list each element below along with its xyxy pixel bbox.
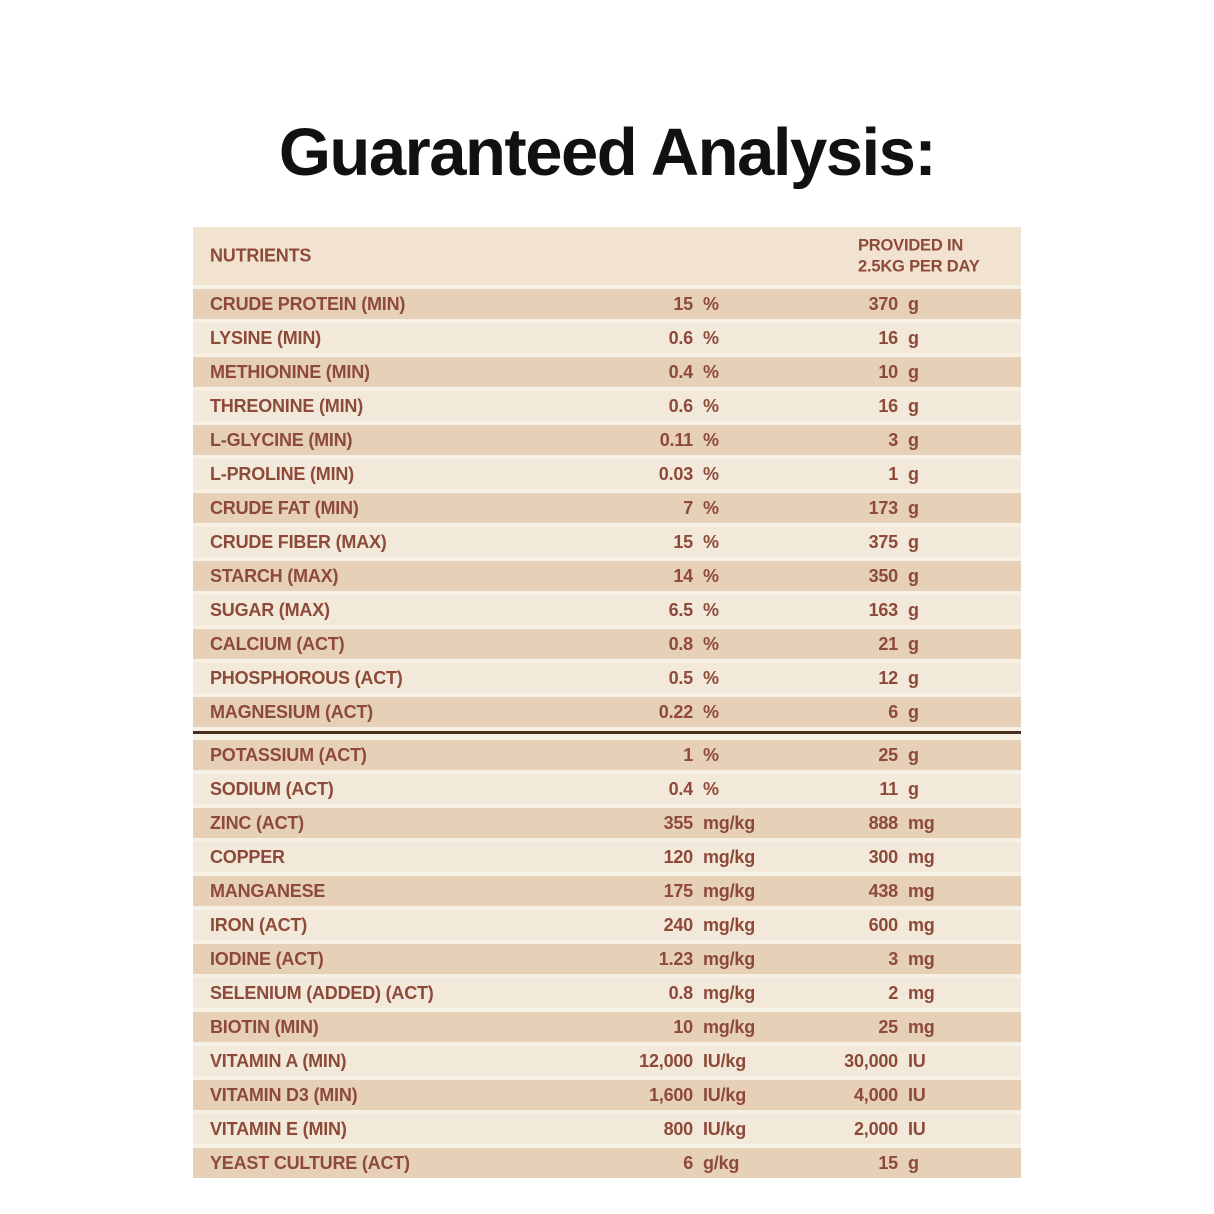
table-row <box>193 459 1021 489</box>
nutrient-unit: % <box>703 361 719 382</box>
nutrient-value: 15 <box>673 293 693 314</box>
provided-unit: g <box>908 701 919 722</box>
provided-unit: g <box>908 633 919 654</box>
provided-value: 173 <box>868 497 898 518</box>
provided-unit: mg <box>908 846 935 867</box>
provided-value: 2 <box>888 982 898 1003</box>
nutrient-unit: g/kg <box>703 1152 740 1173</box>
nutrient-value: 14 <box>673 565 693 586</box>
provided-value: 12 <box>878 667 898 688</box>
provided-unit: g <box>908 497 919 518</box>
nutrient-value: 0.8 <box>668 633 693 654</box>
table-row <box>193 876 1021 906</box>
nutrient-value: 6 <box>683 1152 693 1173</box>
nutrient-label: POTASSIUM (ACT) <box>210 744 367 765</box>
provided-unit: g <box>908 463 919 484</box>
provided-value: 25 <box>878 744 898 765</box>
nutrient-label: CRUDE FIBER (MAX) <box>210 531 387 552</box>
table-row <box>193 1148 1021 1178</box>
provided-value: 438 <box>868 880 898 901</box>
nutrient-label: METHIONINE (MIN) <box>210 361 370 382</box>
provided-value: 4,000 <box>853 1084 898 1105</box>
nutrient-label: BIOTIN (MIN) <box>210 1016 319 1037</box>
provided-value: 11 <box>879 778 898 799</box>
provided-unit: mg <box>908 948 935 969</box>
nutrient-unit: % <box>703 701 719 722</box>
nutrient-value: 1,600 <box>648 1084 693 1105</box>
nutrient-label: CRUDE PROTEIN (MIN) <box>210 293 406 314</box>
nutrient-label: MANGANESE <box>210 880 326 901</box>
nutrient-unit: % <box>703 744 719 765</box>
table-row <box>193 808 1021 838</box>
table-row <box>193 944 1021 974</box>
nutrient-label: SUGAR (MAX) <box>210 599 330 620</box>
section-divider <box>193 731 1021 734</box>
nutrient-label: ZINC (ACT) <box>210 812 304 833</box>
nutrient-unit: % <box>703 429 719 450</box>
provided-unit: mg <box>908 812 935 833</box>
nutrient-unit: mg/kg <box>703 880 756 901</box>
nutrient-value: 175 <box>663 880 693 901</box>
nutrient-label: L-GLYCINE (MIN) <box>210 429 353 450</box>
nutrient-unit: % <box>703 463 719 484</box>
nutrient-value: 0.5 <box>668 667 693 688</box>
nutrient-label: STARCH (MAX) <box>210 565 339 586</box>
table-row <box>193 391 1021 421</box>
nutrient-unit: % <box>703 599 719 620</box>
nutrient-label: IRON (ACT) <box>210 914 307 935</box>
provided-value: 888 <box>868 812 898 833</box>
nutrient-label: L-PROLINE (MIN) <box>210 463 354 484</box>
table-row <box>193 323 1021 353</box>
table-row <box>193 1114 1021 1144</box>
provided-value: 1 <box>888 463 898 484</box>
nutrient-label: LYSINE (MIN) <box>210 327 321 348</box>
header-nutrients: NUTRIENTS <box>210 245 312 266</box>
provided-value: 2,000 <box>853 1118 898 1139</box>
nutrient-label: VITAMIN E (MIN) <box>210 1118 347 1139</box>
nutrient-label: COPPER <box>210 846 285 867</box>
table-row <box>193 978 1021 1008</box>
header-provided <box>858 235 980 276</box>
provided-value: 375 <box>868 531 898 552</box>
nutrient-unit: mg/kg <box>703 914 756 935</box>
provided-value: 3 <box>888 429 898 450</box>
provided-value: 16 <box>878 327 898 348</box>
nutrient-unit: % <box>703 327 719 348</box>
table-row <box>193 910 1021 940</box>
nutrient-value: 120 <box>663 846 693 867</box>
nutrient-label: SELENIUM (ADDED) (ACT) <box>210 982 434 1003</box>
nutrient-value: 6.5 <box>668 599 693 620</box>
nutrient-value: 0.4 <box>668 361 693 382</box>
table-row <box>193 1080 1021 1110</box>
nutrient-value: 800 <box>663 1118 693 1139</box>
table-row <box>193 1046 1021 1076</box>
page-title: Guaranteed Analysis: <box>278 115 936 190</box>
nutrient-label: YEAST CULTURE (ACT) <box>210 1152 410 1173</box>
nutrient-unit: mg/kg <box>703 948 756 969</box>
nutrient-label: THREONINE (MIN) <box>210 395 363 416</box>
provided-unit: g <box>908 293 919 314</box>
nutrient-unit: IU/kg <box>703 1118 747 1139</box>
guaranteed-analysis-table <box>193 227 1021 1178</box>
nutrient-label: SODIUM (ACT) <box>210 778 334 799</box>
provided-value: 10 <box>878 361 898 382</box>
nutrient-unit: IU/kg <box>703 1084 747 1105</box>
nutrient-unit: % <box>703 667 719 688</box>
nutrient-value: 0.8 <box>668 982 693 1003</box>
nutrient-value: 15 <box>673 531 693 552</box>
provided-unit: IU <box>908 1118 926 1139</box>
provided-unit: g <box>908 744 919 765</box>
nutrient-unit: % <box>703 633 719 654</box>
provided-unit: g <box>908 565 919 586</box>
provided-unit: mg <box>908 982 935 1003</box>
provided-unit: mg <box>908 914 935 935</box>
nutrient-value: 0.6 <box>668 327 693 348</box>
provided-unit: g <box>908 327 919 348</box>
provided-value: 350 <box>868 565 898 586</box>
provided-unit: g <box>908 667 919 688</box>
provided-unit: g <box>908 531 919 552</box>
provided-value: 25 <box>878 1016 898 1037</box>
nutrient-unit: % <box>703 395 719 416</box>
nutrient-value: 10 <box>673 1016 693 1037</box>
nutrient-unit: mg/kg <box>703 846 756 867</box>
provided-value: 15 <box>878 1152 898 1173</box>
nutrient-unit: mg/kg <box>703 812 756 833</box>
nutrient-value: 240 <box>663 914 693 935</box>
provided-unit: g <box>908 429 919 450</box>
table-row <box>193 663 1021 693</box>
provided-unit: g <box>908 395 919 416</box>
table-row <box>193 357 1021 387</box>
provided-value: 16 <box>878 395 898 416</box>
nutrient-label: VITAMIN D3 (MIN) <box>210 1084 358 1105</box>
nutrient-unit: % <box>703 531 719 552</box>
provided-value: 3 <box>888 948 898 969</box>
table-row <box>193 697 1021 727</box>
table-row <box>193 740 1021 770</box>
table-header-row <box>193 227 1021 285</box>
header-provided-line1: PROVIDED IN <box>858 236 964 255</box>
table-row <box>193 561 1021 591</box>
provided-value: 370 <box>868 293 898 314</box>
nutrient-label: CALCIUM (ACT) <box>210 633 345 654</box>
provided-unit: g <box>908 778 919 799</box>
provided-value: 163 <box>868 599 898 620</box>
nutrient-label: MAGNESIUM (ACT) <box>210 701 373 722</box>
provided-value: 21 <box>878 633 898 654</box>
nutrient-value: 1.23 <box>658 948 693 969</box>
provided-unit: g <box>908 599 919 620</box>
nutrient-value: 0.22 <box>658 701 693 722</box>
provided-unit: mg <box>908 880 935 901</box>
provided-unit: g <box>908 1152 919 1173</box>
nutrient-unit: % <box>703 497 719 518</box>
nutrient-unit: % <box>703 778 719 799</box>
table-row <box>193 774 1021 804</box>
nutrient-value: 0.11 <box>659 429 693 450</box>
nutrient-value: 12,000 <box>639 1050 693 1071</box>
provided-value: 300 <box>868 846 898 867</box>
nutrient-value: 7 <box>683 497 693 518</box>
table-row <box>193 425 1021 455</box>
table-row <box>193 595 1021 625</box>
provided-unit: IU <box>908 1050 926 1071</box>
nutrient-label: VITAMIN A (MIN) <box>210 1050 347 1071</box>
nutrient-unit: % <box>703 565 719 586</box>
table-row <box>193 493 1021 523</box>
nutrient-label: CRUDE FAT (MIN) <box>210 497 359 518</box>
provided-value: 30,000 <box>844 1050 898 1071</box>
table-row <box>193 1012 1021 1042</box>
nutrient-unit: mg/kg <box>703 982 756 1003</box>
nutrient-value: 0.6 <box>668 395 693 416</box>
nutrient-value: 355 <box>663 812 693 833</box>
table-row <box>193 842 1021 872</box>
nutrient-value: 0.03 <box>658 463 693 484</box>
provided-unit: g <box>908 361 919 382</box>
nutrient-value: 1 <box>683 744 693 765</box>
provided-unit: mg <box>908 1016 935 1037</box>
nutrient-label: IODINE (ACT) <box>210 948 324 969</box>
table-body <box>193 289 1021 1178</box>
nutrient-unit: % <box>703 293 719 314</box>
nutrient-label: PHOSPHOROUS (ACT) <box>210 667 403 688</box>
provided-value: 6 <box>888 701 898 722</box>
table-row <box>193 289 1021 319</box>
provided-unit: IU <box>908 1084 926 1105</box>
provided-value: 600 <box>868 914 898 935</box>
nutrient-unit: mg/kg <box>703 1016 756 1037</box>
nutrient-value: 0.4 <box>668 778 693 799</box>
header-provided-line2: 2.5KG PER DAY <box>858 257 980 275</box>
table-row <box>193 629 1021 659</box>
nutrient-unit: IU/kg <box>703 1050 747 1071</box>
table-row <box>193 527 1021 557</box>
